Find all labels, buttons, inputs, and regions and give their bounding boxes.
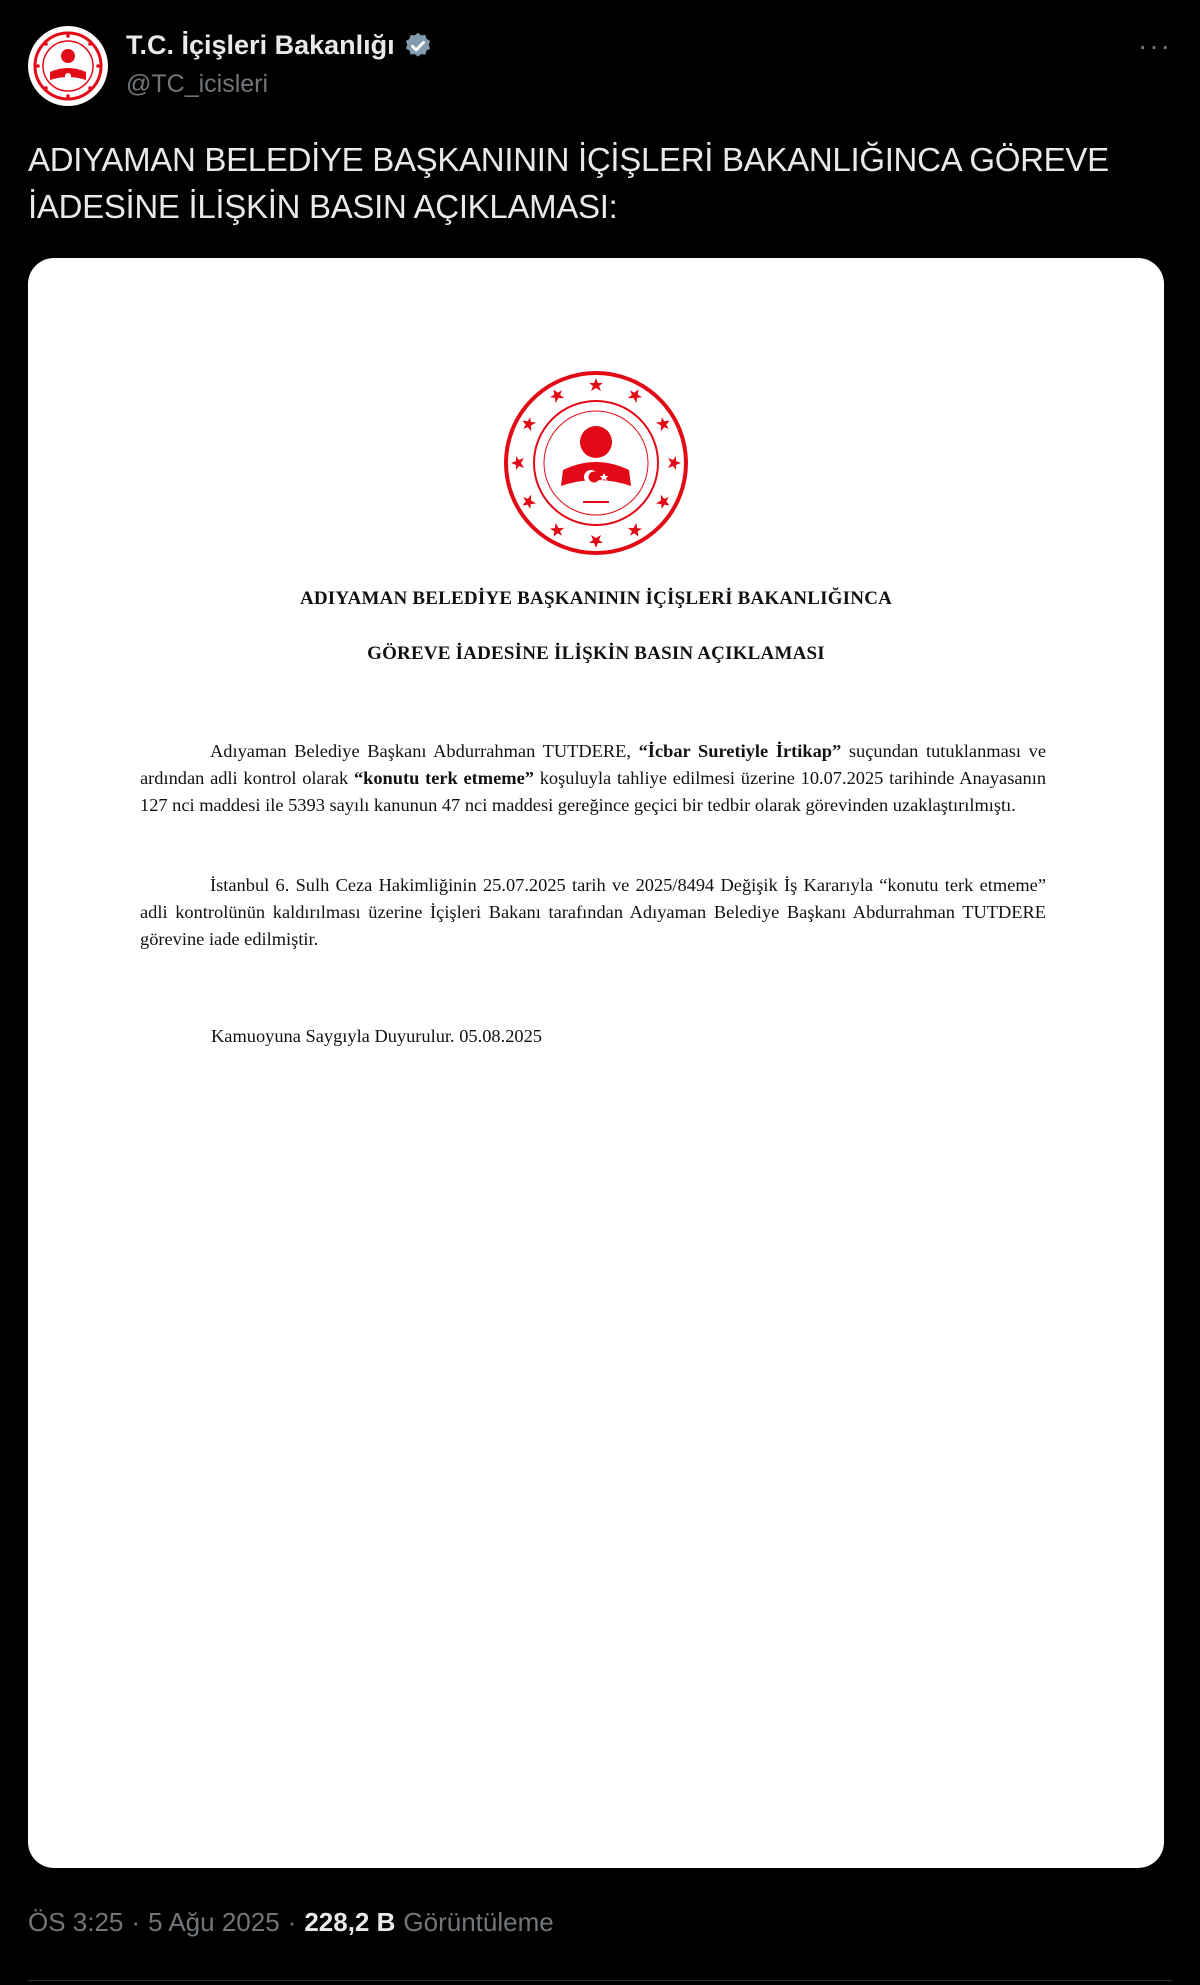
- meta-separator: ·: [131, 1907, 141, 1937]
- document-paragraph-1: [140, 738, 1046, 819]
- document-closing: Kamuoyuna Saygıyla Duyurulur. 05.08.2025: [211, 1026, 542, 1046]
- document-paragraph-2: [140, 872, 1046, 953]
- avatar[interactable]: [28, 26, 108, 106]
- divider: [28, 1980, 1172, 1981]
- paragraph-1-text-a: Adıyaman Belediye Başkanı Abdurrahman TUTDERE,: [210, 741, 639, 761]
- attached-image[interactable]: [28, 258, 1164, 1868]
- tweet-time[interactable]: ÖS 3:25: [28, 1907, 124, 1937]
- paragraph-1-text-e: koşuluyla tahliye edilmesi üzerine 10.07.2025 tarihinde Anayasanın 127 nci maddesi ile 5393 sayılı kanunun 47 nci maddesi gereğince geçici bir tedbir olarak görevinden uzaklaştırılmıştı.: [140, 768, 1047, 815]
- verified-badge-icon[interactable]: [403, 31, 433, 61]
- views-label: Görüntüleme: [403, 1907, 554, 1937]
- paragraph-2-text: İstanbul 6. Sulh Ceza Hakimliğinin 25.07.2025 tarih ve 2025/8494 Değişik İş Kararıyla “konutu terk etmeme” adli kontrolünün kaldırılması üzerine İçişleri Bakanı tarafından Adıyaman Belediye Başkanı Abdurrahman TUTDERE görevine iade edilmiştir.: [140, 875, 1046, 949]
- name-row: [126, 30, 433, 61]
- more-options-icon[interactable]: ···: [1138, 30, 1172, 61]
- paragraph-1-bold-charge: “İcbar Suretiyle İrtikap”: [638, 741, 842, 761]
- views-count: 228,2 B: [304, 1907, 396, 1937]
- document-title-line-2: GÖREVE İADESİNE İLİŞKİN BASIN AÇIKLAMASI: [367, 643, 825, 664]
- handle[interactable]: @TC_icisleri: [126, 70, 269, 98]
- tweet-text: ADIYAMAN BELEDİYE BAŞKANININ İÇİŞLERİ BAKANLIĞINCA GÖREVE İADESİNE İLİŞKİN BASIN AÇIKLAMASI:: [28, 141, 1109, 225]
- paragraph-1-text-c: suçundan tutuklanması ve ardından adli kontrol olarak: [140, 741, 1047, 788]
- tweet-date[interactable]: 5 Ağu 2025: [148, 1907, 280, 1937]
- display-name[interactable]: T.C. İçişleri Bakanlığı: [126, 30, 395, 60]
- tweet-meta: [28, 1907, 554, 1938]
- ministry-seal-icon: [503, 370, 689, 556]
- paragraph-1-bold-condition: “konutu terk etmeme”: [353, 768, 534, 788]
- tweet-header: [28, 26, 1172, 106]
- meta-separator: ·: [287, 1907, 297, 1937]
- document-title-line-1: ADIYAMAN BELEDİYE BAŞKANININ İÇİŞLERİ BAKANLIĞINCA: [299, 588, 893, 609]
- ministry-emblem-icon: [28, 26, 108, 106]
